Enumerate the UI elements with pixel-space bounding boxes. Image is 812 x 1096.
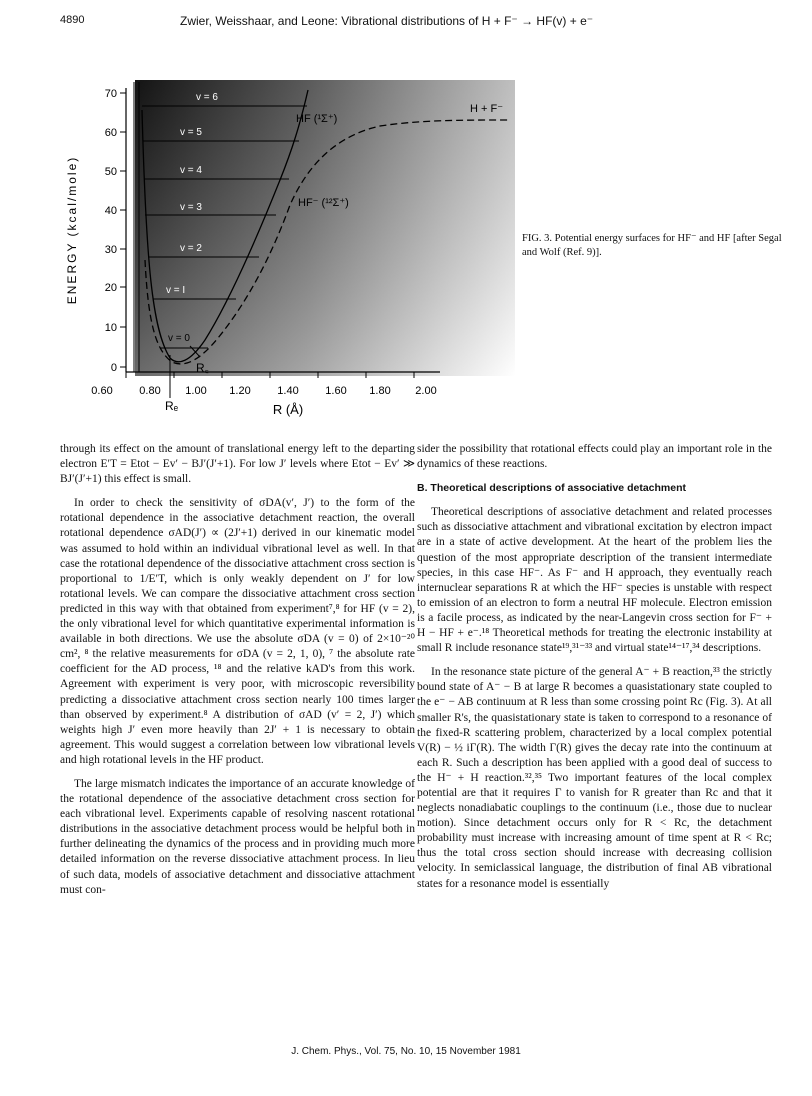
x-tick-1.20: 1.20 — [229, 385, 251, 397]
right-paragraph-1: sider the possibility that rotational effects could play an important role in the dynamics of these reactions. — [417, 443, 772, 471]
x-tick-1.40: 1.40 — [277, 385, 299, 397]
y-tick-10: 10 — [104, 322, 117, 334]
rc-label: R꜀ — [196, 361, 209, 375]
y-tick-20: 20 — [104, 282, 117, 294]
x-tick-0.60: 0.60 — [91, 385, 113, 397]
level-label-v2: v = 2 — [180, 243, 202, 254]
page-number: 4890 — [60, 14, 85, 26]
section-heading: B. Theoretical descriptions of associative detachment — [417, 482, 686, 495]
left-paragraph-3: The large mismatch indicates the importance of an accurate knowledge of the rotational dependence of the associative detachment cross section for each vibrational level. Experiments capable of resolving nascent rotational distributions in the associative detachment process would be helpful both in further delineating the dynamics of the process and in providing much more detailed information on the reverse dissociative attachment process. In lieu of such data, models of associative detachment and dissociative attachment must con- — [60, 777, 415, 896]
right-column — [417, 442, 772, 901]
hf-anion-label: HF⁻ (¹²Σ⁺) — [298, 197, 349, 209]
level-label-v6: v = 6 — [196, 92, 218, 103]
level-label-v0: v = 0 — [168, 333, 190, 344]
x-tick-0.80: 0.80 — [139, 385, 161, 397]
y-tick-70: 70 — [104, 88, 117, 100]
x-tick-1.80: 1.80 — [369, 385, 391, 397]
x-tick-1.00: 1.00 — [185, 385, 207, 397]
page-header — [60, 14, 760, 34]
journal-footer: J. Chem. Phys., Vol. 75, No. 10, 15 November 1981 — [291, 1046, 521, 1057]
right-paragraph-3: In the resonance state picture of the general A⁻ + B reaction,³³ the strictly bound state of A⁻ − B at large R becomes a quasistationary state coupled to the e⁻ − AB continuum at R less than some crossing point Rc (Fig. 3). At all smaller R's, the quasistationary state is taken to correspond to a resonance of the fixed-R scattering problem, characterized by a local complex potential V(R) − ½ iΓ(R). The width Γ(R) gives the decay rate into the continuum at each R. Such a description has been applied with a good deal of success to the H⁻ + H reaction.³²,³⁵ Two important features of the local complex potential are that it requires Γ to vanish for R greater than Rc and that it neglects nonadiabatic couplings to the continuum (i.e., those due to nuclear motion). Since detachment occurs only for R < Rc, the detachment probability must increase with increasing amount of time spent at R < Rc; thus the total cross section should increase with decreasing collision velocity. In semiclassical language, the distribution of final AB vibrational states for a resonance model is essentially — [417, 666, 772, 890]
right-paragraph-2: Theoretical descriptions of associative detachment and related processes such as dissociative attachment and vibrational excitation by electron impact are in a state of active development. At the heart of the problem lies the question of the most appropriate description of the transient intermediate species, in this case HF⁻. As F⁻ and H approach, they eventually reach internuclear separations R at which the HF⁻ species is unstable with respect to emission of an electron to form a neutral HF molecule. Electron emission is a facile process, as indicated by the near-Langevin cross section for F⁻ + H − HF + e⁻.¹⁸ Theoretical methods for treating the electronic instability at small R include resonance state¹⁹,³¹⁻³³ and virtual state¹⁴⁻¹⁷,³⁴ descriptions. — [417, 506, 772, 655]
figure-3 — [40, 70, 520, 430]
y-tick-50: 50 — [104, 166, 117, 178]
x-tick-2.00: 2.00 — [415, 385, 437, 397]
y-axis-label: ENERGY (kcal/mole) — [65, 155, 79, 305]
y-tick-30: 30 — [104, 244, 117, 256]
x-tick-1.60: 1.60 — [325, 385, 347, 397]
left-paragraph-1: through its effect on the amount of translational energy left to the departing electron E′T = Etot − Ev′ − BJ′(J′+1). For low J′ levels where Etot − Ev′ ≫ BJ′(J′+1) this effect is small. — [60, 443, 415, 486]
x-axis-label: R (Å) — [272, 402, 304, 417]
y-tick-0: 0 — [110, 362, 117, 374]
running-title: Zwier, Weisshaar, and Leone: Vibrational distributions of H + F⁻ → HF(v) + e⁻ — [180, 14, 594, 28]
left-column — [60, 442, 415, 907]
level-label-v1: v = I — [166, 285, 186, 296]
y-tick-40: 40 — [104, 205, 117, 217]
potential-energy-diagram — [40, 70, 520, 430]
level-label-v5: v = 5 — [180, 127, 202, 138]
level-label-v3: v = 3 — [180, 202, 202, 213]
asymptote-label: H + F⁻ — [470, 103, 504, 115]
re-label: Rₑ — [165, 399, 179, 413]
hf-neutral-label: HF (¹Σ⁺) — [296, 113, 338, 125]
left-paragraph-2: In order to check the sensitivity of σDA(v′, J′) to the form of the rotational dependence in the associative detachment reaction, the overall rotational dependence σAD(J′) ∝ (2J′+1) derived in our kinematic model was assumed to hold within an individual vibrational level as well. In that case the rotational dependence of the dissociative attachment cross section is proportional to 1/E′T, which is only weakly dependent on J′ for low rotational levels. We can compare the dissociative attachment cross section predicted in this way with that obtained from experiment⁷,⁸ for HF (v = 2), the only vibrational level for which quantitative experimental information is available in both directions. We use the absolute σDA (v = 0) of 2×10⁻²⁰ cm², ⁸ the relative measurements for σDA (v = 2, 1, 0), ⁷ the absolute rate coefficient for the AD process, ¹⁸ and the relative kAD's from this work. Agreement with experiment is very poor, with microscopic reversibility predicting a dissociative attachment cross section nearly 100 times larger than observed by experiment.⁸ A distribution of σAD (v′ = 2, J′) which weights high J′ even more heavily than 2J′ + 1 is necessary to obtain agreement. This would suggest a correlation between low vibrational levels and high rotational levels in the HF product. — [60, 497, 415, 766]
level-label-v4: v = 4 — [180, 165, 202, 176]
figure-caption: FIG. 3. Potential energy surfaces for HF⁻ and HF [after Segal and Wolf (Ref. 9)]. — [522, 233, 782, 258]
y-tick-marks — [120, 93, 126, 367]
y-tick-60: 60 — [104, 127, 117, 139]
